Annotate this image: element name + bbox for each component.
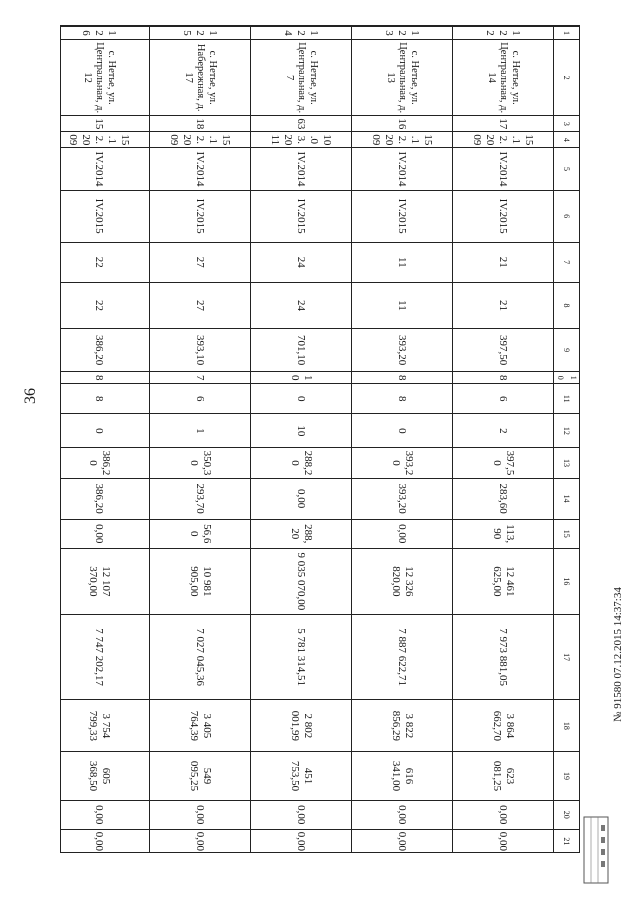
column-number-cell: 11 <box>554 384 581 414</box>
table-cell: 22 <box>60 282 150 328</box>
table-cell: 123 <box>352 27 453 40</box>
column-number-row <box>554 27 581 854</box>
table-cell: 393,20 <box>352 448 453 478</box>
table-cell: 8 <box>352 372 453 384</box>
table-cell: 605 368,50 <box>60 752 150 800</box>
data-table <box>60 26 580 853</box>
table-cell: 10 <box>251 372 352 384</box>
table-cell: 9 035 070,00 <box>251 548 352 614</box>
table-cell: 288,20 <box>251 519 352 548</box>
table-cell: 8 <box>352 384 453 414</box>
table-cell: IV.2014 <box>352 148 453 190</box>
table-cell: 7 <box>150 372 251 384</box>
table-cell: 21 <box>453 282 554 328</box>
table-cell: 24 <box>251 282 352 328</box>
page-number: 36 <box>22 388 39 404</box>
table-cell: 27 <box>150 242 251 282</box>
table-cell: 8 <box>60 384 150 414</box>
table-cell: IV.2014 <box>453 148 554 190</box>
table-cell: 12 326 820,00 <box>352 548 453 614</box>
column-number-cell: 7 <box>554 242 581 282</box>
table-row <box>60 27 150 854</box>
table-cell: IV.2015 <box>453 190 554 242</box>
table-cell: IV.2015 <box>60 190 150 242</box>
table-cell: 0,00 <box>150 800 251 829</box>
table-cell: 11 <box>352 242 453 282</box>
table-cell: 63 <box>251 116 352 132</box>
table-cell: 124 <box>251 27 352 40</box>
table-cell: 0,00 <box>352 519 453 548</box>
table-cell: 549 095,25 <box>150 752 251 800</box>
table-cell: IV.2015 <box>150 190 251 242</box>
table-cell: с. Нетье, ул. Центральная, д. 13 <box>352 40 453 116</box>
table-cell: 0,00 <box>251 800 352 829</box>
table-cell: 701,10 <box>251 329 352 372</box>
table-cell: 2 <box>453 414 554 448</box>
column-number-cell: 13 <box>554 448 581 478</box>
table-cell: 0,00 <box>60 519 150 548</box>
table-cell: 122 <box>453 27 554 40</box>
column-number-cell: 10 <box>554 372 581 384</box>
column-number-cell: 9 <box>554 329 581 372</box>
table-cell: 18 <box>150 116 251 132</box>
column-number-cell: 15 <box>554 519 581 548</box>
table-cell: 12 461 625,00 <box>453 548 554 614</box>
table-cell: 15 <box>60 116 150 132</box>
table-cell: 7 027 045,36 <box>150 614 251 699</box>
table-cell: 56,60 <box>150 519 251 548</box>
column-number-cell: 2 <box>554 40 581 116</box>
registration-stamp-text: № 91580 07.12.2015 14:37:34 <box>612 587 624 722</box>
table-cell: 10 <box>251 414 352 448</box>
table-cell: 2 802 001,99 <box>251 700 352 752</box>
table-cell: с. Нетье, ул. Набережная, д. 17 <box>150 40 251 116</box>
table-cell: 3 822 856,29 <box>352 700 453 752</box>
table-cell: 12 107 370,00 <box>60 548 150 614</box>
table-cell: 16 <box>352 116 453 132</box>
column-number-cell: 21 <box>554 829 581 853</box>
table-cell: 288,20 <box>251 448 352 478</box>
table-cell: 5 781 314,51 <box>251 614 352 699</box>
column-number-cell: 1 <box>554 27 581 40</box>
table-cell: 0,00 <box>60 800 150 829</box>
column-number-cell: 19 <box>554 752 581 800</box>
table-cell: 7 747 202,17 <box>60 614 150 699</box>
table-cell: 623 081,25 <box>453 752 554 800</box>
table-cell: 293,70 <box>150 478 251 519</box>
rotated-table-container <box>61 26 580 853</box>
table-cell: 0,00 <box>251 478 352 519</box>
table-cell: с. Нетье, ул. Центральная, д. 7 <box>251 40 352 116</box>
column-number-cell: 17 <box>554 614 581 699</box>
column-number-cell: 14 <box>554 478 581 519</box>
table-cell: 0,00 <box>352 829 453 853</box>
table-cell: 0,00 <box>453 800 554 829</box>
column-number-cell: 8 <box>554 282 581 328</box>
registry-stamp-logo <box>581 815 611 885</box>
table-cell: 3 754 799,33 <box>60 700 150 752</box>
table-cell: 126 <box>60 27 150 40</box>
table-cell: 451 753,50 <box>251 752 352 800</box>
table-row <box>150 27 251 854</box>
table-cell: 15.12.2009 <box>352 132 453 148</box>
table-cell: 1 <box>150 414 251 448</box>
column-number-cell: 18 <box>554 700 581 752</box>
table-cell: 8 <box>453 372 554 384</box>
column-number-cell: 4 <box>554 132 581 148</box>
data-table-frame <box>60 25 580 853</box>
table-cell: 22 <box>60 242 150 282</box>
table-cell: 17 <box>453 116 554 132</box>
table-cell: 0,00 <box>60 829 150 853</box>
table-cell: 24 <box>251 242 352 282</box>
table-cell: IV.2014 <box>60 148 150 190</box>
table-cell: 11 <box>352 282 453 328</box>
table-cell: 0,00 <box>352 800 453 829</box>
table-cell: 10 981 905,00 <box>150 548 251 614</box>
table-cell: 397,50 <box>453 329 554 372</box>
table-cell: 0,00 <box>150 829 251 853</box>
column-number-cell: 3 <box>554 116 581 132</box>
table-cell: 386,20 <box>60 478 150 519</box>
column-number-cell: 20 <box>554 800 581 829</box>
table-cell: IV.2015 <box>251 190 352 242</box>
table-cell: 3 405 764,39 <box>150 700 251 752</box>
table-cell: 7 887 622,71 <box>352 614 453 699</box>
table-cell: 21 <box>453 242 554 282</box>
table-cell: 15.12.2009 <box>60 132 150 148</box>
table-cell: 10.03.2011 <box>251 132 352 148</box>
table-cell: 393,10 <box>150 329 251 372</box>
column-number-cell: 12 <box>554 414 581 448</box>
table-cell: 386,20 <box>60 329 150 372</box>
table-cell: 6 <box>453 384 554 414</box>
table-cell: 0,00 <box>453 829 554 853</box>
table-cell: с. Нетье, ул. Центральная, д. 12 <box>60 40 150 116</box>
table-cell: 0 <box>352 414 453 448</box>
column-number-cell: 6 <box>554 190 581 242</box>
table-cell: 283,60 <box>453 478 554 519</box>
column-number-cell: 5 <box>554 148 581 190</box>
table-cell: IV.2015 <box>352 190 453 242</box>
table-cell: IV.2014 <box>150 148 251 190</box>
table-row <box>251 27 352 854</box>
table-cell: 113,90 <box>453 519 554 548</box>
table-cell: 397,50 <box>453 448 554 478</box>
table-cell: 350,30 <box>150 448 251 478</box>
table-cell: 393,20 <box>352 329 453 372</box>
table-cell: IV.2014 <box>251 148 352 190</box>
column-number-cell: 16 <box>554 548 581 614</box>
table-cell: 125 <box>150 27 251 40</box>
table-cell: 27 <box>150 282 251 328</box>
table-cell: 0 <box>60 414 150 448</box>
table-row <box>453 27 554 854</box>
table-cell: 393,20 <box>352 478 453 519</box>
table-cell: 8 <box>60 372 150 384</box>
table-cell: 15.12.2009 <box>453 132 554 148</box>
table-cell: 616 341,00 <box>352 752 453 800</box>
table-cell: 3 864 662,70 <box>453 700 554 752</box>
table-cell: 15.12.2009 <box>150 132 251 148</box>
table-cell: 386,20 <box>60 448 150 478</box>
table-row <box>352 27 453 854</box>
table-cell: с. Нетье, ул. Центральная, д. 14 <box>453 40 554 116</box>
table-cell: 6 <box>150 384 251 414</box>
table-cell: 0 <box>251 384 352 414</box>
table-cell: 7 973 881,05 <box>453 614 554 699</box>
table-cell: 0,00 <box>251 829 352 853</box>
